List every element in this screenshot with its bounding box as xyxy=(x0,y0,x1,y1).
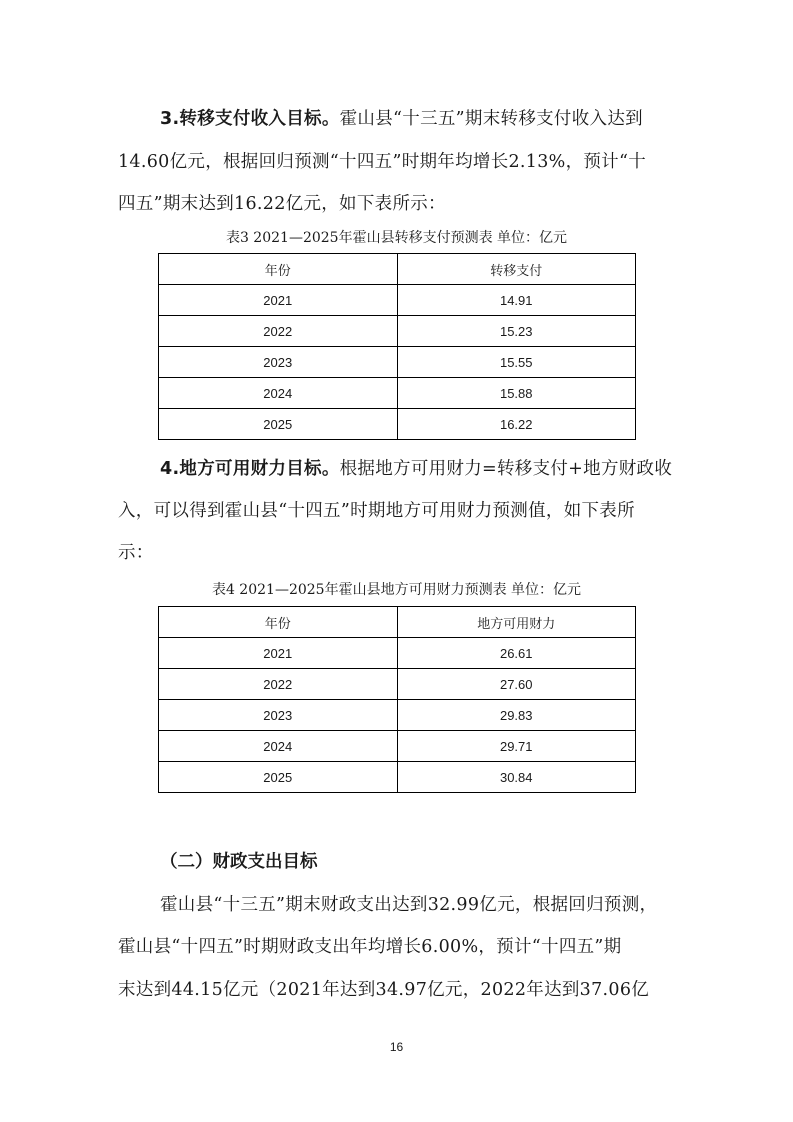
table-cell-value: 15.23 xyxy=(397,316,636,347)
table-row xyxy=(159,669,636,700)
table-cell-year: 2023 xyxy=(159,347,398,378)
expenditure-paragraph-line2: 霍山县“十四五”时期财政支出年均增长6.00%，预计“十四五”期 xyxy=(118,937,622,957)
section4-bold-lead: 4.地方可用财力目标。 xyxy=(160,459,340,479)
table-cell-year: 2023 xyxy=(159,700,398,731)
table-cell-value: 30.84 xyxy=(397,762,636,793)
table-row xyxy=(159,731,636,762)
table-cell-value: 26.61 xyxy=(397,638,636,669)
section4-paragraph-line1 xyxy=(160,457,672,481)
section-heading: （二）财政支出目标 xyxy=(160,852,318,872)
table-header-row xyxy=(159,607,636,638)
table-cell-value: 16.22 xyxy=(397,409,636,440)
table4 xyxy=(158,606,636,793)
table-row xyxy=(159,347,636,378)
table-cell-value: 14.91 xyxy=(397,285,636,316)
expenditure-paragraph-line1: 霍山县“十三五”期末财政支出达到32.99亿元，根据回归预测， xyxy=(160,895,658,915)
section3-paragraph-line1 xyxy=(160,107,643,131)
table-cell-value: 29.83 xyxy=(397,700,636,731)
page-number: 16 xyxy=(389,1040,404,1054)
section3-bold-lead: 3.转移支付收入目标。 xyxy=(160,109,340,129)
table-cell-year: 2021 xyxy=(159,638,398,669)
table-row xyxy=(159,285,636,316)
table-cell-year: 2025 xyxy=(159,762,398,793)
table-row xyxy=(159,378,636,409)
section4-paragraph-line3: 示： xyxy=(118,543,154,563)
section3-paragraph-line2: 14.60亿元，根据回归预测“十四五”时期年均增长2.13%，预计“十 xyxy=(118,152,647,172)
table-cell-value: 15.55 xyxy=(397,347,636,378)
table-cell-year: 2022 xyxy=(159,316,398,347)
table-header-cell: 地方可用财力 xyxy=(397,607,636,638)
table-header-cell: 年份 xyxy=(159,254,398,285)
section4-paragraph-line2: 入，可以得到霍山县“十四五”时期地方可用财力预测值，如下表所 xyxy=(118,501,635,521)
table-cell-year: 2022 xyxy=(159,669,398,700)
table-row xyxy=(159,638,636,669)
table4-caption: 表4 2021—2025年霍山县地方可用财力预测表 单位：亿元 xyxy=(211,582,582,598)
table-row xyxy=(159,409,636,440)
expenditure-paragraph-line3: 末达到44.15亿元（2021年达到34.97亿元，2022年达到37.06亿 xyxy=(118,980,650,1000)
table3-caption: 表3 2021—2025年霍山县转移支付预测表 单位：亿元 xyxy=(225,230,568,246)
table-cell-year: 2024 xyxy=(159,378,398,409)
table-row xyxy=(159,700,636,731)
table-cell-year: 2024 xyxy=(159,731,398,762)
table-cell-value: 27.60 xyxy=(397,669,636,700)
table-row xyxy=(159,762,636,793)
table-cell-value: 29.71 xyxy=(397,731,636,762)
table-row xyxy=(159,316,636,347)
table-header-cell: 转移支付 xyxy=(397,254,636,285)
table-header-row xyxy=(159,254,636,285)
table-cell-value: 15.88 xyxy=(397,378,636,409)
table-header-cell: 年份 xyxy=(159,607,398,638)
table-cell-year: 2021 xyxy=(159,285,398,316)
section4-line1-text: 根据地方可用财力=转移支付+地方财政收 xyxy=(339,459,673,479)
table3 xyxy=(158,253,636,440)
table-cell-year: 2025 xyxy=(159,409,398,440)
section3-paragraph-line3: 四五”期末达到16.22亿元，如下表所示： xyxy=(118,194,446,214)
section3-line1-text: 霍山县“十三五”期末转移支付收入达到 xyxy=(339,109,643,129)
